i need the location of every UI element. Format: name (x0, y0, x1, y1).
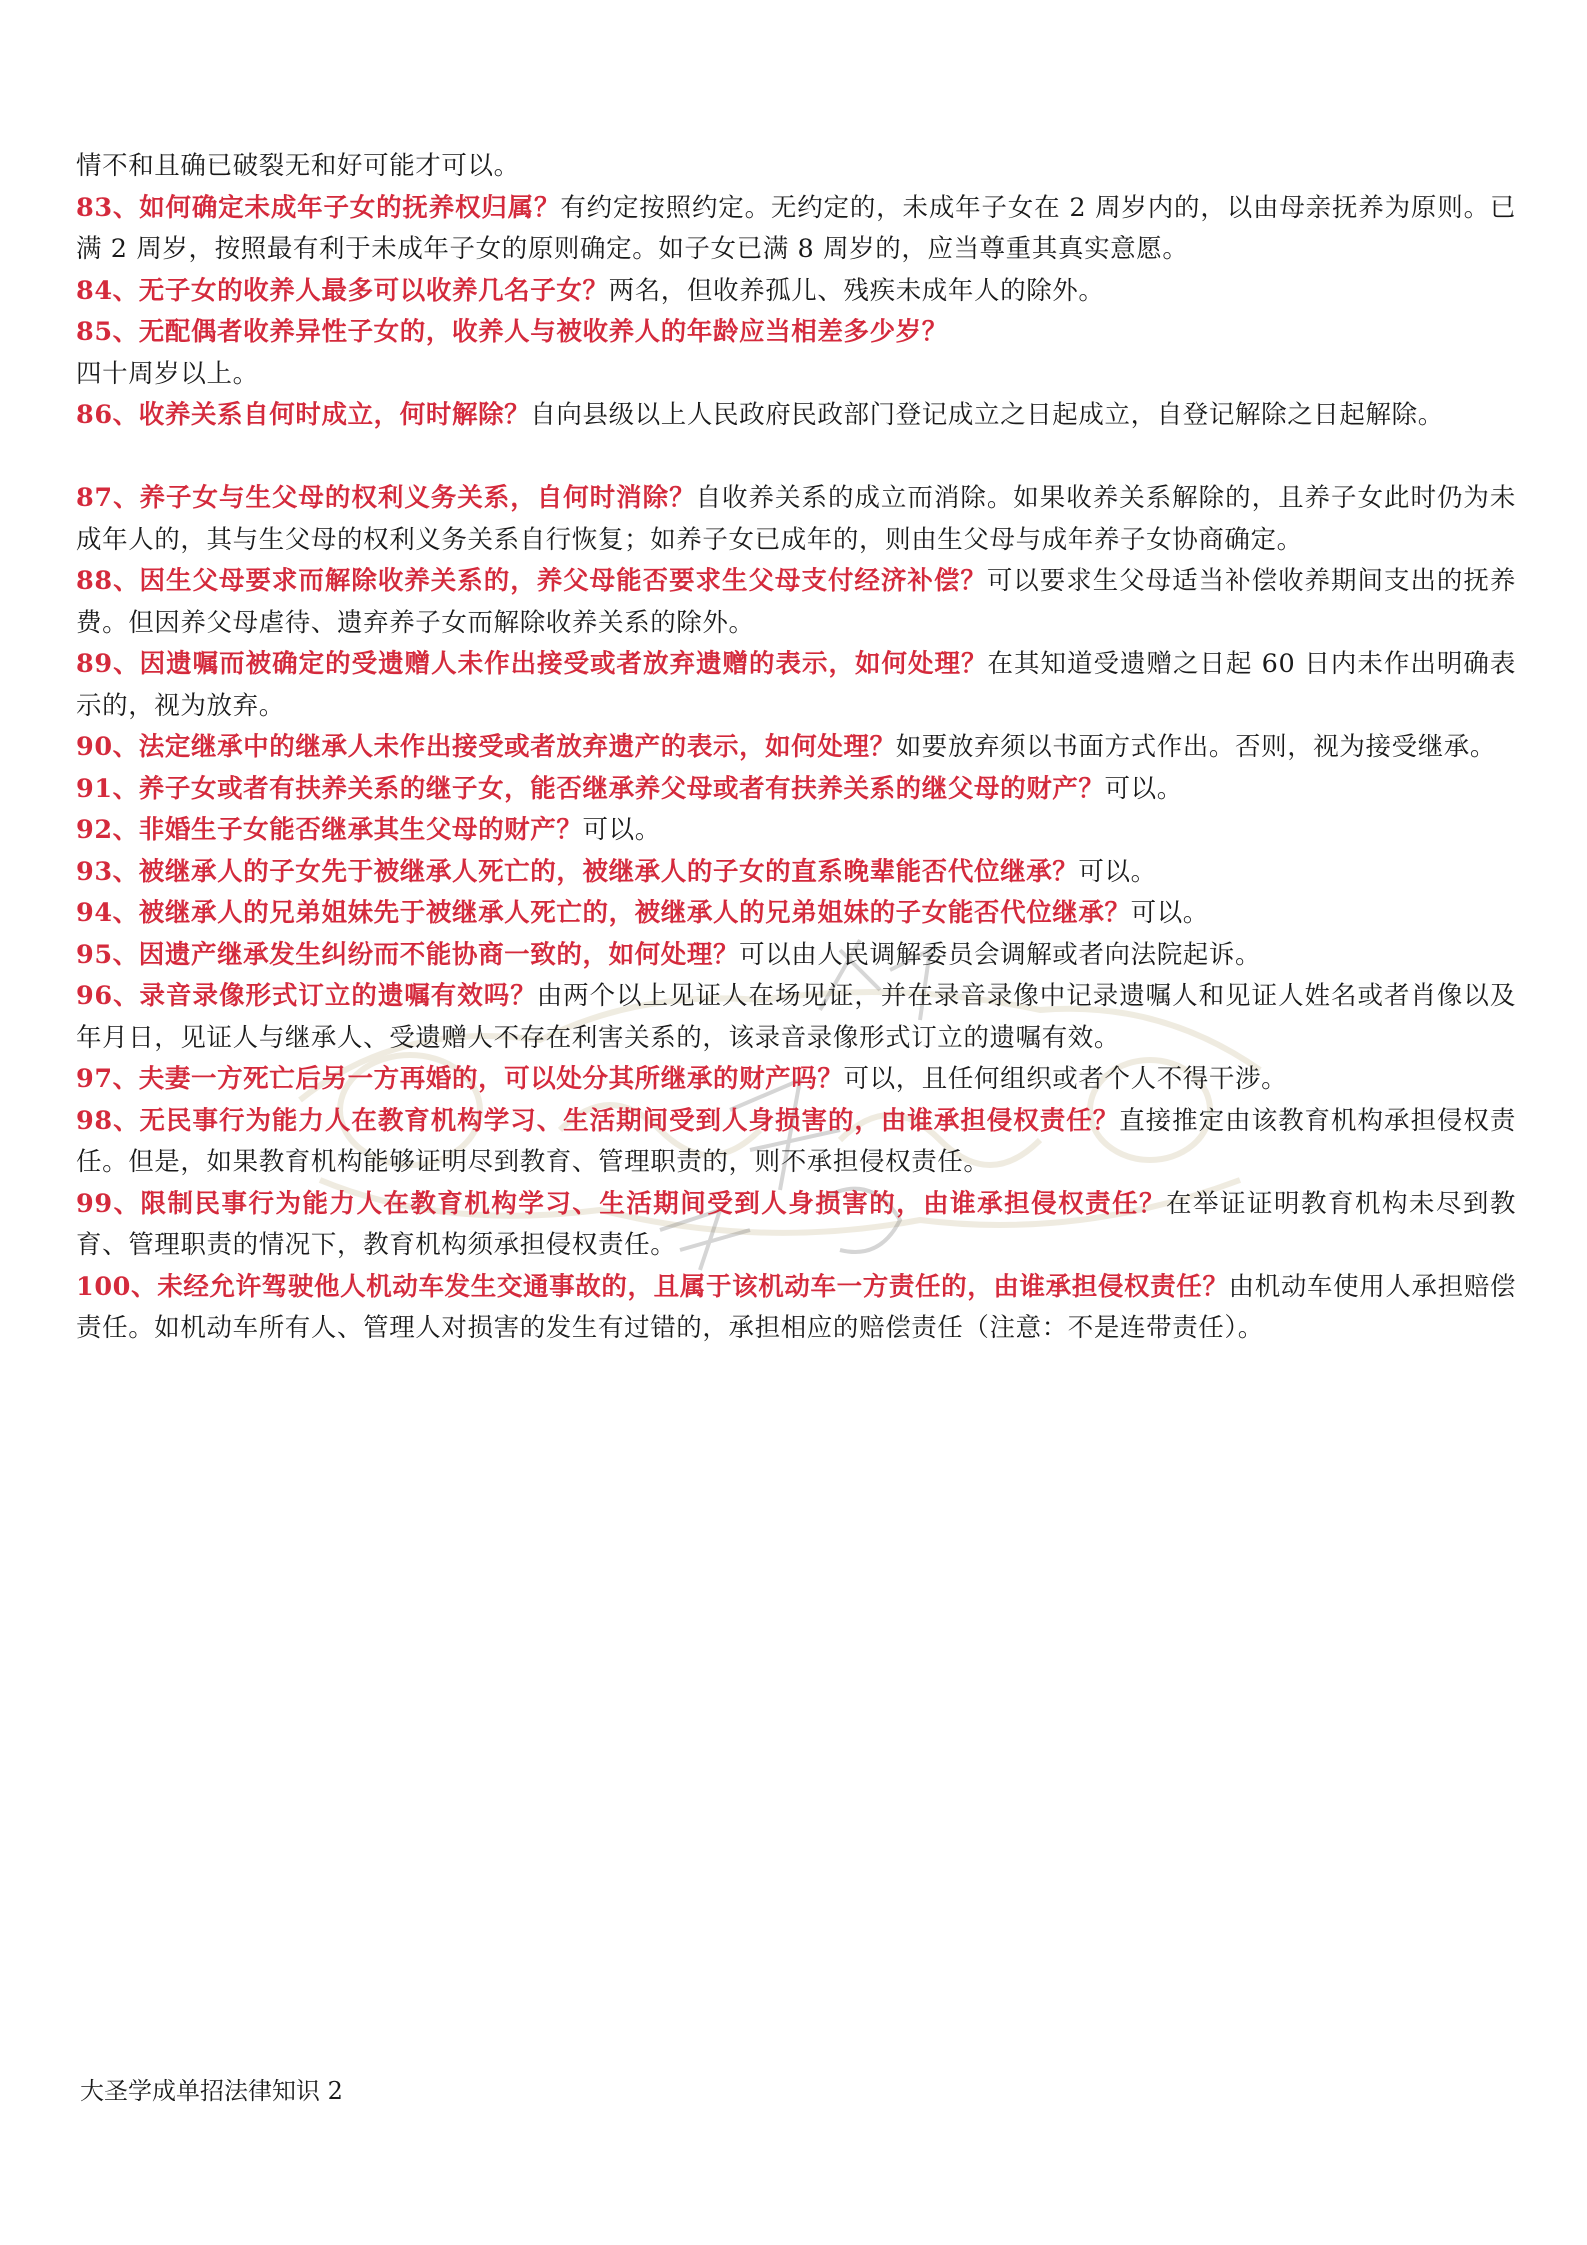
qa-paragraph (76, 478, 1516, 561)
answer-text: 自向县级以上人民政府民政部门登记成立之日起成立，自登记解除之日起解除。 (530, 400, 1444, 430)
qa-paragraph (76, 1101, 1516, 1184)
question-text: 89、因遗嘱而被确定的受遗赠人未作出接受或者放弃遗赠的表示，如何处理？ (76, 649, 988, 679)
question-text: 92、非婚生子女能否继承其生父母的财产？ (76, 815, 583, 845)
answer-text: 自收养关系的成立而消除。如果收养关系解除的，且养子女此时仍为未成年人的，其与生父母的权利义务关系自行恢复；如养子女已成年的，则由生父母与成年养子女协商确定。 (76, 483, 1517, 555)
question-text: 99、限制民事行为能力人在教育机构学习、生活期间受到人身损害的，由谁承担侵权责任？ (76, 1188, 1167, 1219)
answer-text: 有约定按照约定。无约定的，未成年子女在 2 周岁内的，以由母亲抚养为原则。已满 2 周岁，按照最有利于未成年子女的原则确定。如子女已满 8 周岁的，应当尊重其真实意愿。 (76, 192, 1516, 264)
answer-text: 由两个以上见证人在场见证，并在录音录像中记录遗嘱人和见证人姓名或者肖像以及年月日，见证人与继承人、受遗赠人不存在利害关系的，该录音录像形式订立的遗嘱有效。 (76, 981, 1516, 1053)
answer-text: 可以要求生父母适当补偿收养期间支出的抚养费。但因养父母虐待、遗弃养子女而解除收养关系的除外。 (76, 566, 1516, 638)
qa-paragraph (76, 146, 1516, 188)
answer-text: 如要放弃须以书面方式作出。否则，视为接受继承。 (895, 732, 1496, 762)
question-text: 93、被继承人的子女先于被继承人死亡的，被继承人的子女的直系晚辈能否代位继承？ (76, 856, 1079, 887)
paragraph-spacer (76, 437, 1516, 479)
question-text: 91、养子女或者有扶养关系的继子女，能否继承养父母或者有扶养关系的继父母的财产？ (76, 773, 1105, 804)
question-text: 97、夫妻一方死亡后另一方再婚的，可以处分其所继承的财产吗？ (76, 1064, 844, 1094)
question-text: 88、因生父母要求而解除收养关系的，养父母能否要求生父母支付经济补偿？ (76, 566, 987, 596)
qa-paragraph (76, 852, 1516, 894)
qa-paragraph (76, 1184, 1516, 1267)
answer-text: 可以。 (582, 815, 661, 845)
qa-paragraph (76, 769, 1516, 811)
qa-paragraph (76, 893, 1516, 935)
answer-text: 可以。 (1104, 773, 1183, 804)
question-text: 94、被继承人的兄弟姐妹先于被继承人死亡的，被继承人的兄弟姐妹的子女能否代位继承？ (76, 898, 1131, 928)
answer-text: 由机动车使用人承担赔偿责任。如机动车所有人、管理人对损害的发生有过错的，承担相应的赔偿责任（注意：不是连带责任）。 (76, 1271, 1516, 1343)
answer-text: 直接推定由该教育机构承担侵权责任。但是，如果教育机构能够证明尽到教育、管理职责的，则不承担侵权责任。 (76, 1105, 1516, 1177)
question-text: 84、无子女的收养人最多可以收养几名子女？ (76, 275, 609, 306)
answer-text: 可以。 (1130, 898, 1209, 928)
question-text: 98、无民事行为能力人在教育机构学习、生活期间受到人身损害的，由谁承担侵权责任？ (76, 1105, 1120, 1136)
qa-paragraph (76, 1267, 1516, 1350)
answer-text: 可以，且任何组织或者个人不得干涉。 (843, 1064, 1288, 1094)
answer-text: 在举证证明教育机构未尽到教育、管理职责的情况下，教育机构须承担侵权责任。 (76, 1188, 1516, 1260)
qa-paragraph (76, 1059, 1516, 1101)
question-text: 100、未经允许驾驶他人机动车发生交通事故的，且属于该机动车一方责任的，由谁承担侵权责任？ (76, 1271, 1229, 1302)
qa-paragraph (76, 561, 1516, 644)
document-body (76, 146, 1516, 1350)
qa-paragraph (76, 395, 1516, 437)
page-footer: 大圣学成单招法律知识 2 (80, 2077, 343, 2105)
answer-text: 情不和且确已破裂无和好可能才可以。 (76, 151, 520, 181)
question-text: 83、如何确定未成年子女的抚养权归属？ (76, 192, 561, 223)
answer-text: 在其知道受遗赠之日起 60 日内未作出明确表示的，视为放弃。 (76, 649, 1516, 721)
question-text: 95、因遗产继承发生纠纷而不能协商一致的，如何处理？ (76, 939, 740, 970)
answer-text: 可以。 (1078, 856, 1157, 887)
qa-paragraph (76, 354, 1516, 396)
question-text: 86、收养关系自何时成立，何时解除？ (76, 400, 531, 430)
qa-paragraph (76, 312, 1516, 354)
question-text: 85、无配偶者收养异性子女的，收养人与被收养人的年龄应当相差多少岁？ (76, 317, 948, 347)
qa-paragraph (76, 188, 1516, 271)
answer-text: 可以由人民调解委员会调解或者向法院起诉。 (739, 939, 1262, 970)
qa-paragraph (76, 935, 1516, 977)
qa-paragraph (76, 271, 1516, 313)
question-text: 90、法定继承中的继承人未作出接受或者放弃遗产的表示，如何处理？ (76, 732, 896, 762)
qa-paragraph (76, 810, 1516, 852)
answer-text: 四十周岁以上。 (76, 358, 259, 389)
answer-text: 两名，但收养孤儿、残疾未成年人的除外。 (608, 275, 1105, 306)
qa-paragraph (76, 644, 1516, 727)
qa-paragraph (76, 976, 1516, 1059)
question-text: 87、养子女与生父母的权利义务关系，自何时消除？ (76, 483, 696, 513)
qa-paragraph (76, 727, 1516, 769)
question-text: 96、录音录像形式订立的遗嘱有效吗？ (76, 981, 537, 1011)
